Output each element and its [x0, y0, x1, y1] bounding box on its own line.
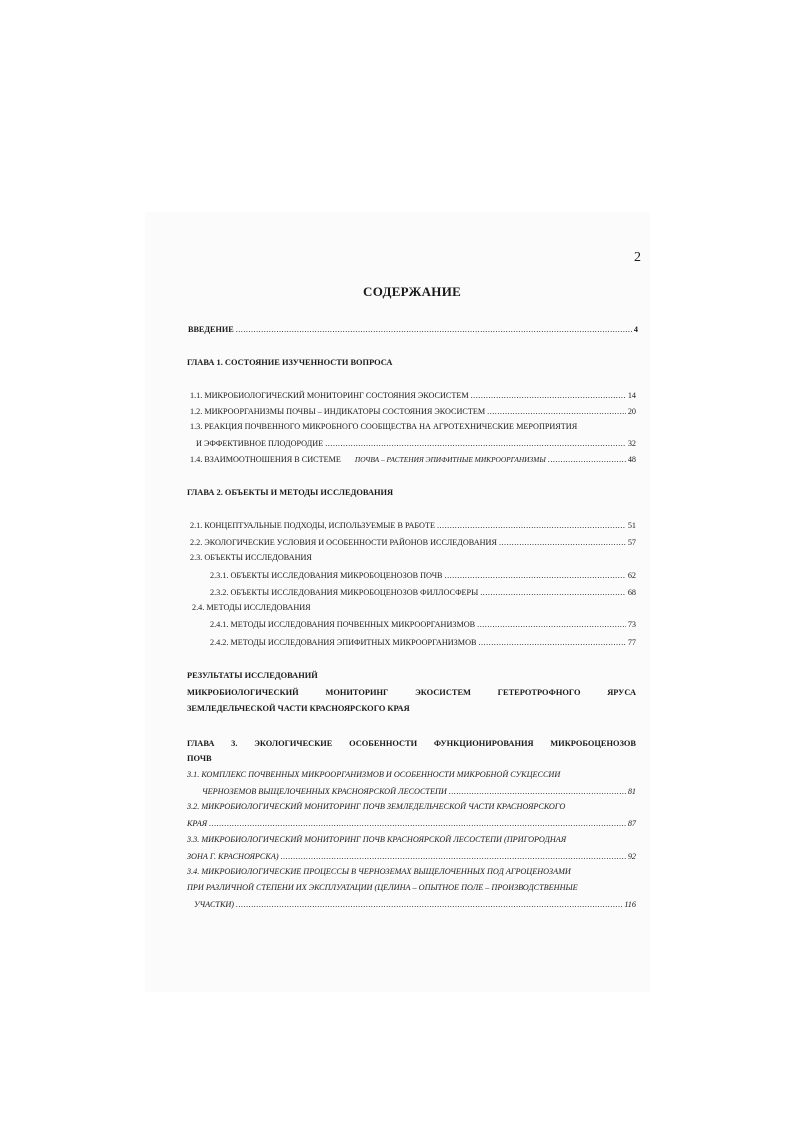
toc-label: 2.4. МЕТОДЫ ИССЛЕДОВАНИЯ	[192, 603, 311, 612]
toc-page: 73	[627, 620, 636, 629]
toc-entry-2-1[interactable]	[190, 520, 636, 531]
toc-label: 3.2. МИКРОБИОЛОГИЧЕСКИЙ МОНИТОРИНГ ПОЧВ ЗЕМЛЕДЕЛЬЧЕСКОЙ ЧАСТИ КРАСНОЯРСКОГО	[187, 802, 566, 811]
toc-label: 2.4.2. МЕТОДЫ ИССЛЕДОВАНИЯ ЭПИФИТНЫХ МИКРООРГАНИЗМОВ	[210, 638, 477, 647]
toc-page: 77	[627, 638, 636, 647]
leader-dots	[449, 786, 626, 797]
page-number: 2	[634, 250, 641, 265]
toc-entry-2-4[interactable]	[192, 603, 311, 612]
leader-dots	[236, 899, 622, 910]
toc-label: 1.4. ВЗАИМООТНОШЕНИЯ В СИСТЕМЕ ПОЧВА – РАСТЕНИЯ ЭПИФИТНЫЕ МИКРООРГАНИЗМЫ	[190, 455, 546, 464]
toc-page: 116	[624, 900, 636, 909]
leader-dots	[478, 637, 625, 648]
toc-page: 92	[627, 852, 636, 861]
toc-page: 51	[627, 521, 636, 530]
toc-label: 3.1. КОМПЛЕКС ПОЧВЕННЫХ МИКРООРГАНИЗМОВ И ОСОБЕННОСТИ МИКРОБНОЙ СУКЦЕССИИ	[187, 770, 561, 779]
toc-label: 3.4. МИКРОБИОЛОГИЧЕСКИЕ ПРОЦЕССЫ В ЧЕРНОЗЕМАХ ВЫЩЕЛОЧЕННЫХ ПОД АГРОЦЕНОЗАМИ	[187, 867, 571, 876]
toc-label: 2.1. КОНЦЕПТУАЛЬНЫЕ ПОДХОДЫ, ИСПОЛЬЗУЕМЫЕ В РАБОТЕ	[190, 521, 435, 530]
toc-page: 87	[627, 819, 636, 828]
toc-page: 20	[627, 407, 636, 416]
toc-entry-3-4-cont[interactable]	[187, 883, 578, 892]
toc-label: ЗОНА Г. КРАСНОЯРСКА)	[187, 852, 279, 861]
toc-entry-1-1[interactable]	[190, 390, 636, 401]
chapter-2-heading: ГЛАВА 2. ОБЪЕКТЫ И МЕТОДЫ ИССЛЕДОВАНИЯ	[187, 488, 394, 497]
toc-label: 2.3.1. ОБЪЕКТЫ ИССЛЕДОВАНИЯ МИКРОБОЦЕНОЗОВ ПОЧВ	[210, 571, 443, 580]
toc-entry-2-2[interactable]	[190, 537, 636, 548]
toc-label: И ЭФФЕКТИВНОЕ ПЛОДОРОДИЕ	[196, 439, 324, 448]
results-subheading-line-2: ЗЕМЛЕДЕЛЬЧЕСКОЙ ЧАСТИ КРАСНОЯРСКОГО КРАЯ	[187, 704, 410, 713]
toc-entry-3-2-cont[interactable]	[187, 818, 636, 829]
leader-dots	[209, 818, 626, 829]
toc-page: 4	[633, 325, 638, 334]
leader-dots	[548, 454, 626, 465]
chapter-1-heading: ГЛАВА 1. СОСТОЯНИЕ ИЗУЧЕННОСТИ ВОПРОСА	[187, 358, 393, 367]
toc-entry-3-3[interactable]	[187, 835, 566, 844]
toc-entry-3-1[interactable]	[187, 770, 560, 779]
toc-entry-2-3-1[interactable]	[210, 570, 636, 581]
chapter-3-heading-cont: ПОЧВ	[187, 754, 212, 763]
leader-dots	[236, 324, 632, 335]
toc-entry-3-3-cont[interactable]	[187, 851, 636, 862]
toc-page: 48	[627, 455, 636, 464]
toc-label: КРАЯ	[187, 819, 208, 828]
leader-dots	[499, 537, 626, 548]
toc-entry-3-4[interactable]	[187, 867, 571, 876]
toc-page: 32	[627, 439, 636, 448]
leader-dots	[325, 438, 626, 449]
toc-entry-1-4[interactable]	[190, 454, 636, 465]
toc-entry-3-2[interactable]	[187, 802, 565, 811]
toc-label: ВВЕДЕНИЕ	[188, 325, 234, 334]
toc-entry-intro[interactable]	[188, 324, 638, 335]
toc-label: УЧАСТКИ)	[194, 900, 235, 909]
results-subheading-line-1: МИКРОБИОЛОГИЧЕСКИЙ МОНИТОРИНГ ЭКОСИСТЕМ ГЕТЕРОТРОФНОГО ЯРУСА	[187, 688, 636, 697]
leader-dots	[281, 851, 626, 862]
leader-dots	[437, 520, 626, 531]
toc-entry-2-4-2[interactable]	[210, 637, 636, 648]
toc-label: ПРИ РАЗЛИЧНОЙ СТЕПЕНИ ИХ ЭКСПЛУАТАЦИИ (ЦЕЛИНА – ОПЫТНОЕ ПОЛЕ – ПРОИЗВОДСТВЕННЫЕ	[187, 883, 578, 892]
leader-dots	[480, 587, 626, 598]
toc-label: 2.2. ЭКОЛОГИЧЕСКИЕ УСЛОВИЯ И ОСОБЕННОСТИ РАЙОНОВ ИССЛЕДОВАНИЯ	[190, 538, 497, 547]
toc-label: ЧЕРНОЗЕМОВ ВЫЩЕЛОЧЕННЫХ КРАСНОЯРСКОЙ ЛЕСОСТЕПИ	[202, 787, 447, 796]
toc-page: 57	[627, 538, 636, 547]
toc-label: 2.3.2. ОБЪЕКТЫ ИССЛЕДОВАНИЯ МИКРОБОЦЕНОЗОВ ФИЛЛОСФЕРЫ	[210, 588, 479, 597]
toc-label: 1.3. РЕАКЦИЯ ПОЧВЕННОГО МИКРОБНОГО СООБЩЕСТВА НА АГРОТЕХНИЧЕСКИЕ МЕРОПРИЯТИЯ	[190, 422, 578, 431]
leader-dots	[471, 390, 626, 401]
results-heading: РЕЗУЛЬТАТЫ ИССЛЕДОВАНИЙ	[187, 671, 318, 680]
toc-label: 2.3. ОБЪЕКТЫ ИССЛЕДОВАНИЯ	[190, 553, 312, 562]
toc-label: 1.1. МИКРОБИОЛОГИЧЕСКИЙ МОНИТОРИНГ СОСТОЯНИЯ ЭКОСИСТЕМ	[190, 391, 469, 400]
toc-page: 62	[627, 571, 636, 580]
toc-entry-1-2[interactable]	[190, 406, 636, 417]
toc-label: 1.2. МИКРООРГАНИЗМЫ ПОЧВЫ – ИНДИКАТОРЫ СОСТОЯНИЯ ЭКОСИСТЕМ	[190, 407, 486, 416]
leader-dots	[445, 570, 626, 581]
toc-entry-1-3[interactable]	[190, 422, 577, 431]
toc-label: 2.4.1. МЕТОДЫ ИССЛЕДОВАНИЯ ПОЧВЕННЫХ МИКРООРГАНИЗМОВ	[210, 620, 476, 629]
page-title: СОДЕРЖАНИЕ	[363, 284, 462, 299]
toc-page: 14	[627, 391, 636, 400]
toc-page: 68	[627, 588, 636, 597]
toc-entry-3-4-end[interactable]	[194, 899, 636, 910]
toc-entry-2-3-2[interactable]	[210, 587, 636, 598]
toc-page: 81	[627, 787, 636, 796]
leader-dots	[487, 406, 626, 417]
toc-label: 3.3. МИКРОБИОЛОГИЧЕСКИЙ МОНИТОРИНГ ПОЧВ КРАСНОЯРСКОЙ ЛЕСОСТЕПИ (ПРИГОРОДНАЯ	[187, 835, 567, 844]
chapter-3-heading: ГЛАВА 3. ЭКОЛОГИЧЕСКИЕ ОСОБЕННОСТИ ФУНКЦИОНИРОВАНИЯ МИКРОБОЦЕНОЗОВ	[187, 739, 636, 748]
toc-entry-2-3[interactable]	[190, 553, 312, 562]
toc-sublabel: ПОЧВА – РАСТЕНИЯ ЭПИФИТНЫЕ МИКРООРГАНИЗМЫ	[354, 455, 546, 464]
toc-entry-3-1-cont[interactable]	[202, 786, 636, 797]
toc-entry-2-4-1[interactable]	[210, 619, 636, 630]
leader-dots	[477, 619, 626, 630]
toc-entry-1-3-cont[interactable]	[196, 438, 636, 449]
